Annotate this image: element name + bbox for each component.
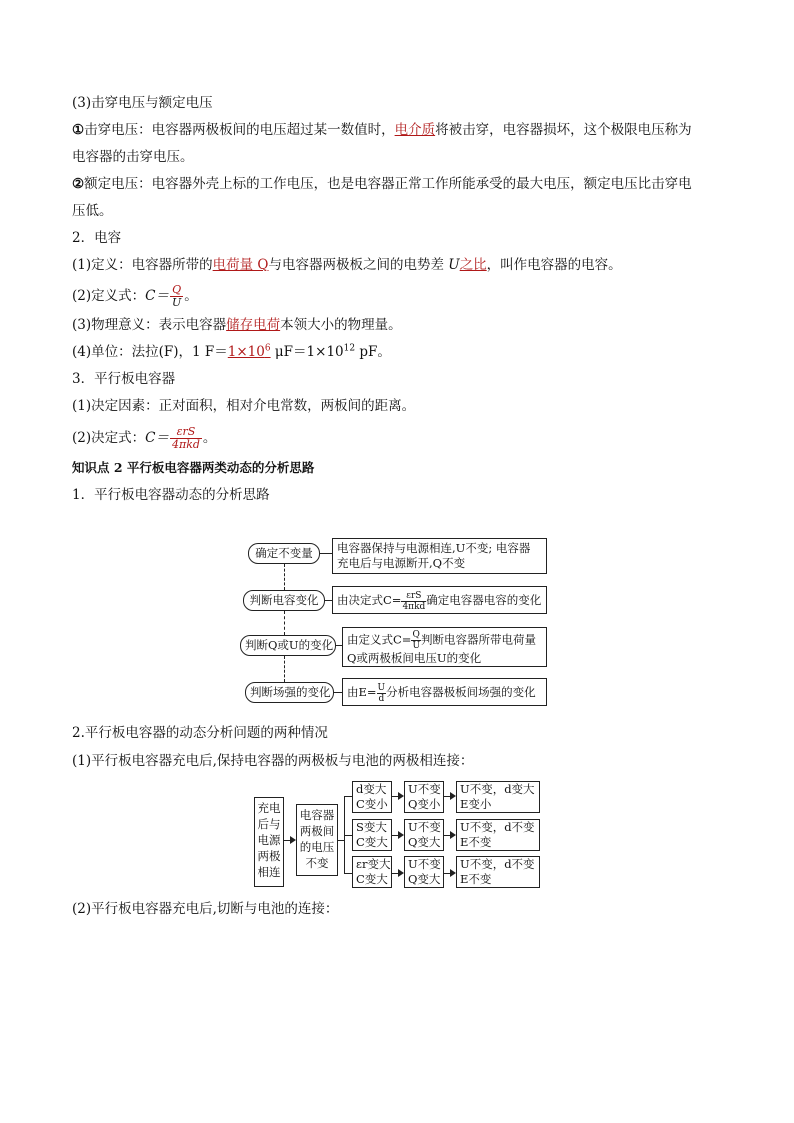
capacitance-heading: 2．电容 bbox=[72, 230, 122, 246]
tree-row2-c: U不变，d不变 E不变 bbox=[456, 819, 540, 851]
knowledge-point-2-heading: 知识点 2 平行板电容器两类动态的分析思路 bbox=[72, 460, 315, 475]
tree-row3-b: U不变 Q变大 bbox=[404, 856, 444, 888]
flow-desc-invariant: 电容器保持与电源相连,U不变; 电容器 充电后与电源断开,Q不变 bbox=[332, 538, 547, 574]
physical-meaning: (3)物理意义：表示电容器储存电荷本领大小的物理量。 bbox=[72, 317, 402, 333]
tree-row2-b: U不变 Q变大 bbox=[404, 819, 444, 851]
flow-step-field: 判断场强的变化 bbox=[245, 682, 334, 703]
tree-middle: 电容器 两极间 的电压 不变 bbox=[296, 804, 338, 876]
tree-row1-a: d变大 C变小 bbox=[352, 781, 392, 813]
term-breakdown: 击穿电压 bbox=[84, 122, 139, 138]
fraction-capacitance: $\frac{\text{εrS}}{\text{4πkd}}$ bbox=[171, 425, 200, 451]
flow-step-q-or-u: 判断Q或U的变化 bbox=[240, 635, 336, 656]
flow-desc-q-or-u: 由定义式C= $\frac{Q}{U}$ 判断电容器所带电荷量 Q或两极板间电压U的变化 bbox=[342, 627, 547, 667]
term-charge: 电荷量 Q bbox=[212, 257, 269, 273]
fraction-q-over-u: $\frac{Q}{U}$ bbox=[171, 283, 182, 309]
tree-row3-c: U不变，d不变 E不变 bbox=[456, 856, 540, 888]
flow-desc-capacitance: 由决定式C= $\frac{\text{εrS}}{\text{4πkd}}$ 确定电容器电容的变化 bbox=[332, 586, 547, 614]
term-ratio: 之比 bbox=[459, 257, 487, 273]
circle-1-marker: ① bbox=[72, 122, 85, 138]
analysis-subheading: 1．平行板电容器动态的分析思路 bbox=[72, 487, 270, 503]
tree-row3-a: εr变大 C变大 bbox=[352, 856, 392, 888]
definition-formula: (2)定义式：C＝ $\frac{Q}{U}$ 。 bbox=[72, 283, 198, 309]
tree-row2-a: S变大 C变大 bbox=[352, 819, 392, 851]
tree-row1-b: U不变 Q变小 bbox=[404, 781, 444, 813]
unit-answer: $1\times 10^6$ bbox=[227, 343, 271, 360]
document-page: (3)击穿电压与额定电压 ①击穿电压：电容器两极板间的电压超过某一数值时，电介质将被击穿，电容器损坏，这个极限电压称为 电容器的击穿电压。 ②额定电压：电容器外壳上标的工作电压，也是电容器正常工作所能承受的最大电压，额定电压比击穿电 压低。 2．电容 (1)定义：电容器所带的电荷量 Q与电容器两极板之间的电势差 U之比，叫作电容器的电容。 (2)定义式：C＝ $\frac{Q}{U}$ 。 (3)物理意义：表示电容器储存电荷本领大小的物理量。 (4)单位：法拉(F)，1 $F=1\times 10^6$ $\mu F=1\times 10^{12}$ pF。 3．平行板电容器 (1)决定因素：正对面积，相对介电常数，两板间的距离。 (2)决定式：C＝ $\frac{\text{εrS}}{\text{4πkd}}$ 。 知识点 2 平行板电容器两类动态的分析思路 1．平行板电容器动态的分析思路 bbox=[72, 88, 722, 504]
term-dielectric: 电介质 bbox=[394, 122, 436, 138]
breakdown-voltage-para: ①击穿电压：电容器两极板间的电压超过某一数值时，电介质将被击穿，电容器损坏，这个极限电压称为 bbox=[72, 122, 692, 138]
circle-2-marker: ② bbox=[72, 176, 85, 192]
flow-desc-field: 由E= $\frac{U}{d}$ 分析电容器极板间场强的变化 bbox=[342, 678, 547, 706]
case-1-text: (1)平行板电容器充电后,保持电容器的两极板与电池的两极相连接： bbox=[72, 753, 474, 769]
capacitance-definition: (1)定义：电容器所带的电荷量 Q与电容器两极板之间的电势差 U之比，叫作电容器的电容。 bbox=[72, 257, 622, 273]
rated-voltage-para: ②额定电压：电容器外壳上标的工作电压，也是电容器正常工作所能承受的最大电压，额定电压比击穿电 bbox=[72, 176, 692, 192]
breakdown-heading: (3)击穿电压与额定电压 bbox=[72, 95, 213, 111]
flow-step-invariant: 确定不变量 bbox=[248, 543, 320, 564]
tree-root: 充电 后与 电源 两极 相连 bbox=[254, 797, 284, 887]
determining-factors: (1)决定因素：正对面积，相对介电常数，两板间的距离。 bbox=[72, 398, 416, 414]
case-2-text: (2)平行板电容器充电后,切断与电池的连接： bbox=[72, 901, 339, 917]
two-cases-heading: 2.平行板电容器的动态分析问题的两种情况 bbox=[72, 725, 328, 741]
flow-step-capacitance: 判断电容变化 bbox=[243, 590, 325, 611]
term-store-charge: 储存电荷 bbox=[226, 317, 281, 333]
unit-line: (4)单位：法拉(F)，1 $F=1\times 10^6$ $\mu F=1\times 10^{12}$ pF。 bbox=[72, 343, 391, 360]
tree-row1-c: U不变，d变大 E变小 bbox=[456, 781, 540, 813]
parallel-plate-heading: 3．平行板电容器 bbox=[72, 371, 176, 387]
determining-formula: (2)决定式：C＝ $\frac{\text{εrS}}{\text{4πkd}}$ 。 bbox=[72, 425, 217, 451]
term-rated: 额定电压 bbox=[84, 176, 139, 192]
